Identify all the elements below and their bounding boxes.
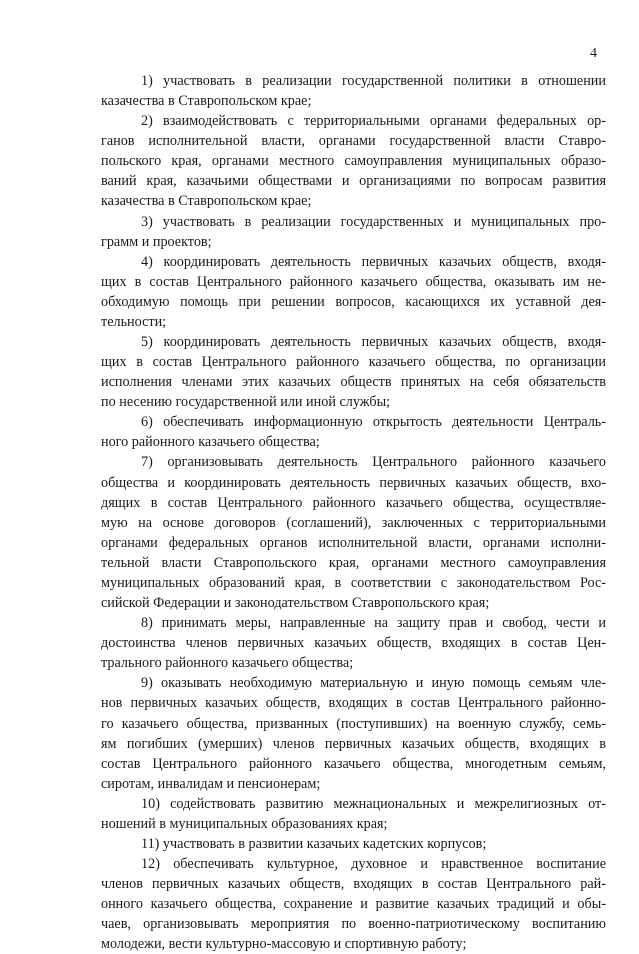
text-line: нов первичных казачьих обществ, входящих в состав Центрального районно- bbox=[101, 695, 606, 712]
text-line: 8) принимать меры, направленные на защиту прав и свобод, чести и bbox=[141, 615, 606, 632]
text-line: польского края, органами местного самоуправления муниципальных образо- bbox=[101, 153, 606, 170]
paragraph-item-2 bbox=[101, 111, 606, 211]
text-line: общества и координировать деятельность первичных казачьих обществ, вхо- bbox=[101, 474, 606, 491]
text-line: ношений в муниципальных образованиях края; bbox=[101, 815, 388, 832]
text-line: го казачьего общества, призванных (поступивших) на военную службу, семь- bbox=[101, 715, 606, 732]
paragraph-item-9 bbox=[101, 673, 606, 793]
paragraph-item-5 bbox=[101, 332, 606, 412]
page-number: 4 bbox=[590, 46, 597, 61]
text-line: 4) координировать деятельность первичных казачьих обществ, входя- bbox=[141, 253, 606, 270]
text-line: 11) участвовать в развитии казачьих кадетских корпусов; bbox=[141, 835, 487, 852]
text-line: ям погибших (умерших) членов первичных казачьих обществ, входящих в bbox=[101, 735, 606, 752]
paragraph-item-10 bbox=[101, 794, 606, 834]
text-line: состав Центрального районного казачьего общества, многодетным семьям, bbox=[101, 755, 606, 772]
text-line: 12) обеспечивать культурное, духовное и нравственное воспитание bbox=[141, 856, 606, 873]
text-line: сийской Федерации и законодательством Ставропольского края; bbox=[101, 595, 490, 612]
paragraph-item-7 bbox=[101, 452, 606, 613]
text-line: 5) координировать деятельность первичных казачьих обществ, входя- bbox=[141, 334, 606, 351]
text-line: мую на основе договоров (соглашений), заключенных с территориальными bbox=[101, 514, 606, 531]
paragraph-item-11 bbox=[101, 834, 606, 854]
text-line: исполнения членами этих казачьих обществ принятых на себя обязательств bbox=[101, 374, 606, 391]
paragraph-item-12 bbox=[101, 854, 606, 954]
text-line: ганов исполнительной власти, органами государственной власти Ставро- bbox=[101, 133, 606, 150]
text-line: ваний края, казачьими обществами и организациями по вопросам развития bbox=[101, 173, 606, 190]
text-line: казачества в Ставропольском крае; bbox=[101, 93, 312, 110]
text-line: дящих в состав Центрального районного казачьего общества, осуществляе- bbox=[101, 494, 606, 511]
text-line: 6) обеспечивать информационную открытость деятельности Централь- bbox=[141, 414, 606, 431]
text-line: щих в состав Центрального районного казачьего общества, по организации bbox=[101, 354, 606, 371]
text-line: 2) взаимодействовать с территориальными органами федеральных ор- bbox=[141, 113, 606, 130]
text-line: казачества в Ставропольском крае; bbox=[101, 193, 312, 210]
text-line: сиротам, инвалидам и пенсионерам; bbox=[101, 775, 321, 792]
text-line: грамм и проектов; bbox=[101, 233, 212, 250]
text-line: муниципальных образований края, в соответствии с законодательством Рос- bbox=[101, 574, 606, 591]
text-line: тельной власти Ставропольского края, органами местного самоуправления bbox=[101, 554, 606, 571]
text-line: тельности; bbox=[101, 313, 167, 330]
paragraph-item-3 bbox=[101, 212, 606, 252]
text-line: 9) оказывать необходимую материальную и иную помощь семьям чле- bbox=[141, 675, 606, 692]
text-line: ного районного казачьего общества; bbox=[101, 434, 320, 451]
text-line: онного казачьего общества, сохранение и развитие казачьих традиций и обы- bbox=[101, 896, 606, 913]
text-line: молодежи, вести культурно-массовую и спортивную работу; bbox=[101, 936, 467, 953]
text-line: 7) организовывать деятельность Центрального районного казачьего bbox=[141, 454, 606, 471]
text-line: обходимую помощь при решении вопросов, касающихся их уставной дея- bbox=[101, 293, 606, 310]
paragraph-item-6 bbox=[101, 412, 606, 452]
text-line: 1) участвовать в реализации государственной политики в отношении bbox=[141, 73, 606, 89]
text-line: щих в состав Центрального районного казачьего общества, оказывать им не- bbox=[101, 273, 606, 290]
text-line: достоинства членов первичных казачьих обществ, входящих в состав Цен- bbox=[101, 635, 606, 652]
text-line: 10) содействовать развитию межнациональных и межрелигиозных от- bbox=[141, 795, 606, 812]
text-line: членов первичных казачьих обществ, входящих в состав Центрального рай- bbox=[101, 876, 606, 893]
paragraph-item-1 bbox=[101, 71, 606, 111]
paragraph-item-8 bbox=[101, 613, 606, 673]
document-body bbox=[101, 71, 606, 954]
text-line: чаев, организовывать мероприятия по военно-патриотическому воспитанию bbox=[101, 916, 606, 933]
text-line: по несению государственной или иной службы; bbox=[101, 394, 391, 411]
text-line: органами федеральных органов исполнительной власти, органами исполни- bbox=[101, 534, 606, 551]
paragraph-item-4 bbox=[101, 252, 606, 332]
text-line: трального районного казачьего общества; bbox=[101, 655, 354, 672]
text-line: 3) участвовать в реализации государственных и муниципальных про- bbox=[141, 213, 606, 230]
